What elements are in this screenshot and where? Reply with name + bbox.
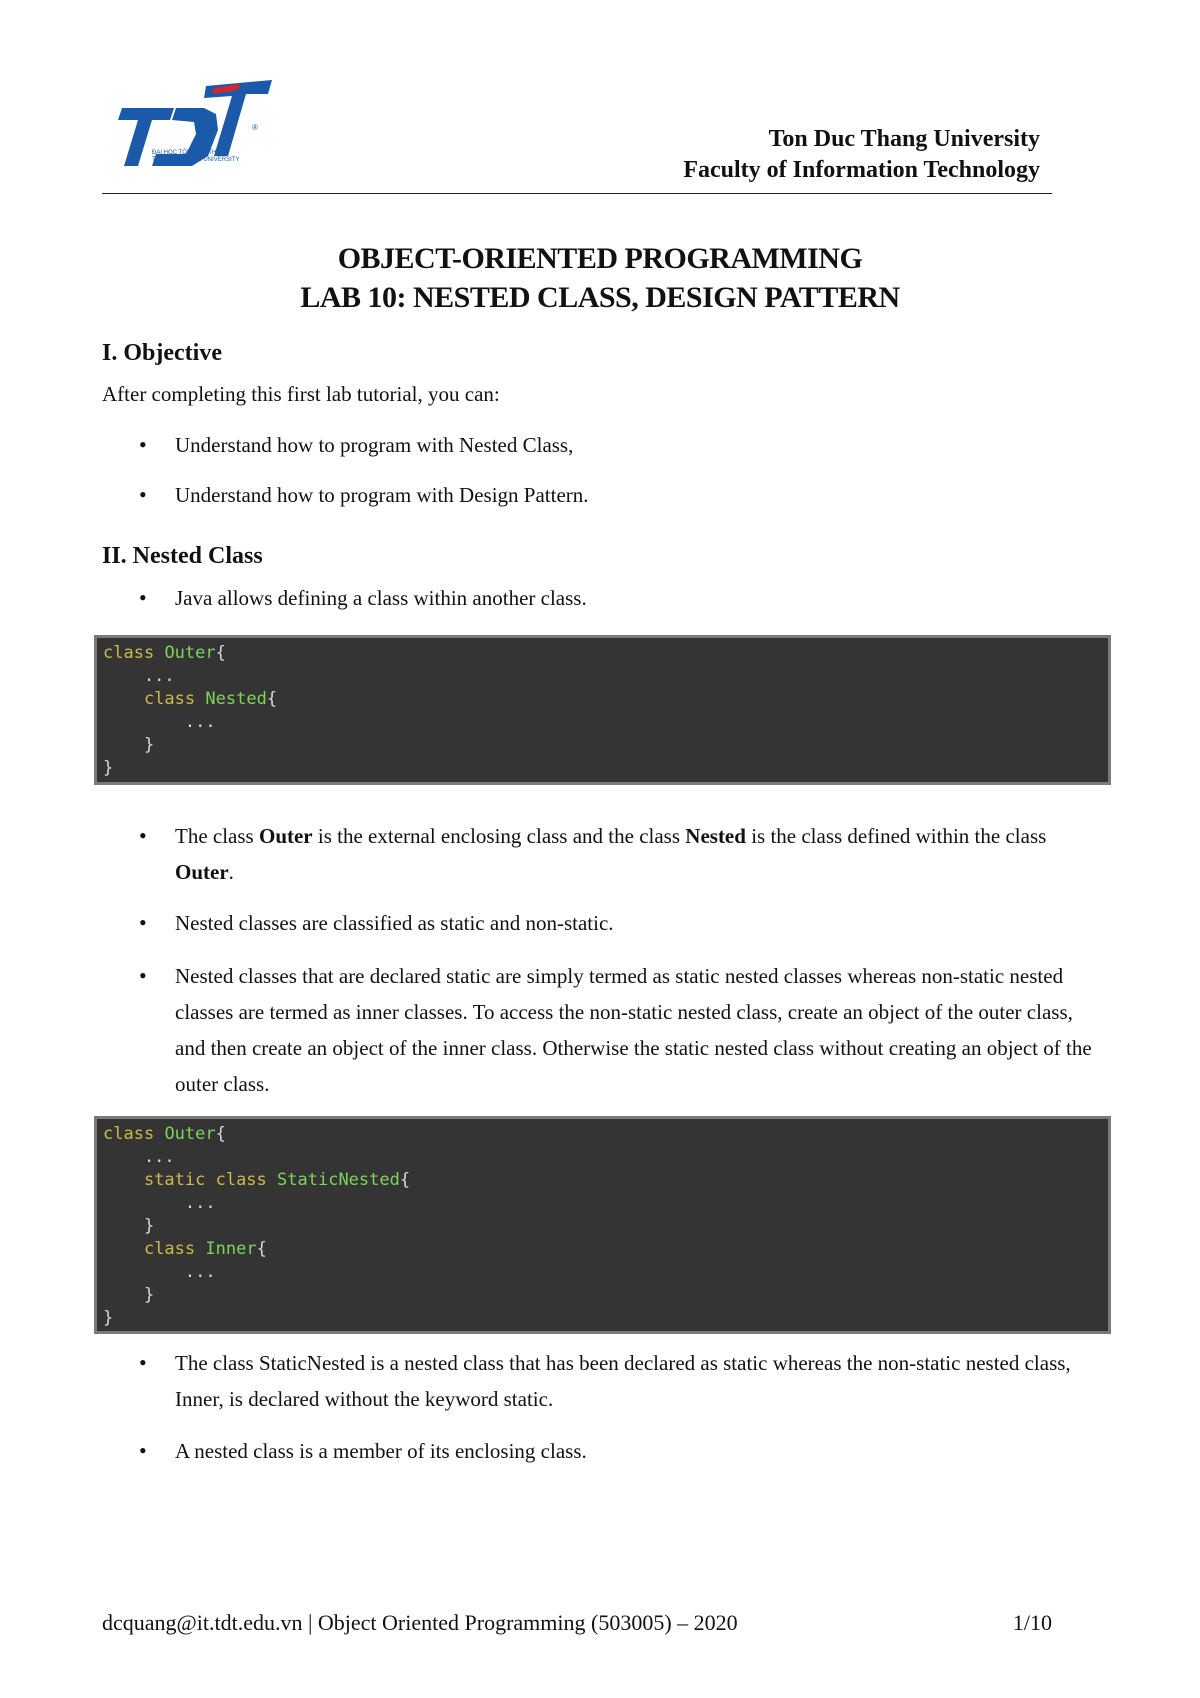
code-brace: { xyxy=(256,1239,267,1259)
code-brace: { xyxy=(399,1170,411,1190)
university-logo xyxy=(112,78,272,170)
list-item: • Java allows defining a class within another class. xyxy=(175,580,1105,616)
code-class-name: Inner xyxy=(205,1239,257,1259)
code-brace: { xyxy=(215,643,226,663)
page-number: 1/10 xyxy=(1012,1610,1052,1635)
section-heading-objective: I. Objective xyxy=(102,340,222,366)
code-line: } xyxy=(103,1285,155,1305)
text-run: is the class defined within the class xyxy=(745,824,1047,848)
code-line: ... xyxy=(103,1262,216,1282)
code-brace: { xyxy=(215,1124,226,1144)
code-keyword: static class xyxy=(143,1170,267,1190)
page-footer xyxy=(102,1610,1052,1636)
code-line: } xyxy=(103,1308,114,1328)
code-line: } xyxy=(103,1216,155,1236)
university-name: Ton Duc Thang University xyxy=(768,126,1040,152)
code-line: ... xyxy=(103,712,216,732)
list-item xyxy=(175,818,1105,890)
code-line: } xyxy=(103,758,114,778)
code-block xyxy=(94,1116,1111,1334)
code-line: ... xyxy=(103,1193,216,1213)
code-line: ... xyxy=(103,666,175,686)
code-class-name: Outer xyxy=(164,1124,216,1144)
document-subtitle: LAB 10: NESTED CLASS, DESIGN PATTERN xyxy=(300,281,900,314)
list-item: • Understand how to program with Design Pattern. xyxy=(175,477,1105,513)
code-keyword: class xyxy=(143,689,196,709)
footer-text: dcquang@it.tdt.edu.vn | Object Oriented Programming (503005) – 2020 xyxy=(102,1610,738,1635)
objective-intro: After completing this first lab tutorial, you can: xyxy=(102,382,500,406)
document-title: OBJECT-ORIENTED PROGRAMMING xyxy=(337,242,863,275)
code-class-name: Nested xyxy=(205,689,267,709)
header-divider xyxy=(102,193,1052,194)
code-class-name: StaticNested xyxy=(277,1170,400,1190)
code-keyword: class xyxy=(103,643,155,663)
tdt-logo-icon xyxy=(112,78,272,170)
list-item: • Nested classes are classified as static and non-static. xyxy=(175,905,1105,941)
bold-term: Outer xyxy=(175,860,229,884)
bold-term: Nested xyxy=(685,824,746,848)
svg-text:TON DUC THANG UNIVERSITY: TON DUC THANG UNIVERSITY xyxy=(152,157,240,163)
section-heading-nested-class: II. Nested Class xyxy=(102,543,263,569)
page-header xyxy=(683,124,1040,186)
svg-text:®: ® xyxy=(252,123,258,132)
list-item: • A nested class is a member of its enclosing class. xyxy=(175,1433,1105,1469)
code-class-name: Outer xyxy=(164,643,216,663)
bold-term: Outer xyxy=(258,824,313,848)
list-item: • Understand how to program with Nested Class, xyxy=(175,427,1105,463)
code-line: ... xyxy=(103,1147,175,1167)
code-indent xyxy=(103,1239,144,1259)
text-run: The class xyxy=(175,824,259,848)
code-block xyxy=(94,635,1111,785)
code-indent xyxy=(103,1170,144,1190)
code-line: } xyxy=(103,735,155,755)
list-item: • The class StaticNested is a nested class that has been declared as static whereas the non-static nested class, Inner, is declared without the keyword static. xyxy=(175,1345,1105,1417)
code-indent xyxy=(103,689,144,709)
code-keyword: class xyxy=(143,1239,196,1259)
svg-text:ĐẠI HỌC TÔN ĐỨC THẮNG: ĐẠI HỌC TÔN ĐỨC THẮNG xyxy=(152,150,230,156)
text-run: is the external enclosing class and the class xyxy=(312,824,686,848)
faculty-name: Faculty of Information Technology xyxy=(683,157,1040,183)
list-item: • Nested classes that are declared static are simply termed as static nested classes whereas non-static nested classes are termed as inner classes. To access the non-static nested class, create an object of the outer class, and then create an object of the inner class. Otherwise the static nested class without creating an object of the outer class. xyxy=(175,958,1105,1102)
text-run: . xyxy=(228,860,234,884)
code-keyword: class xyxy=(103,1124,155,1144)
code-brace: { xyxy=(266,689,278,709)
